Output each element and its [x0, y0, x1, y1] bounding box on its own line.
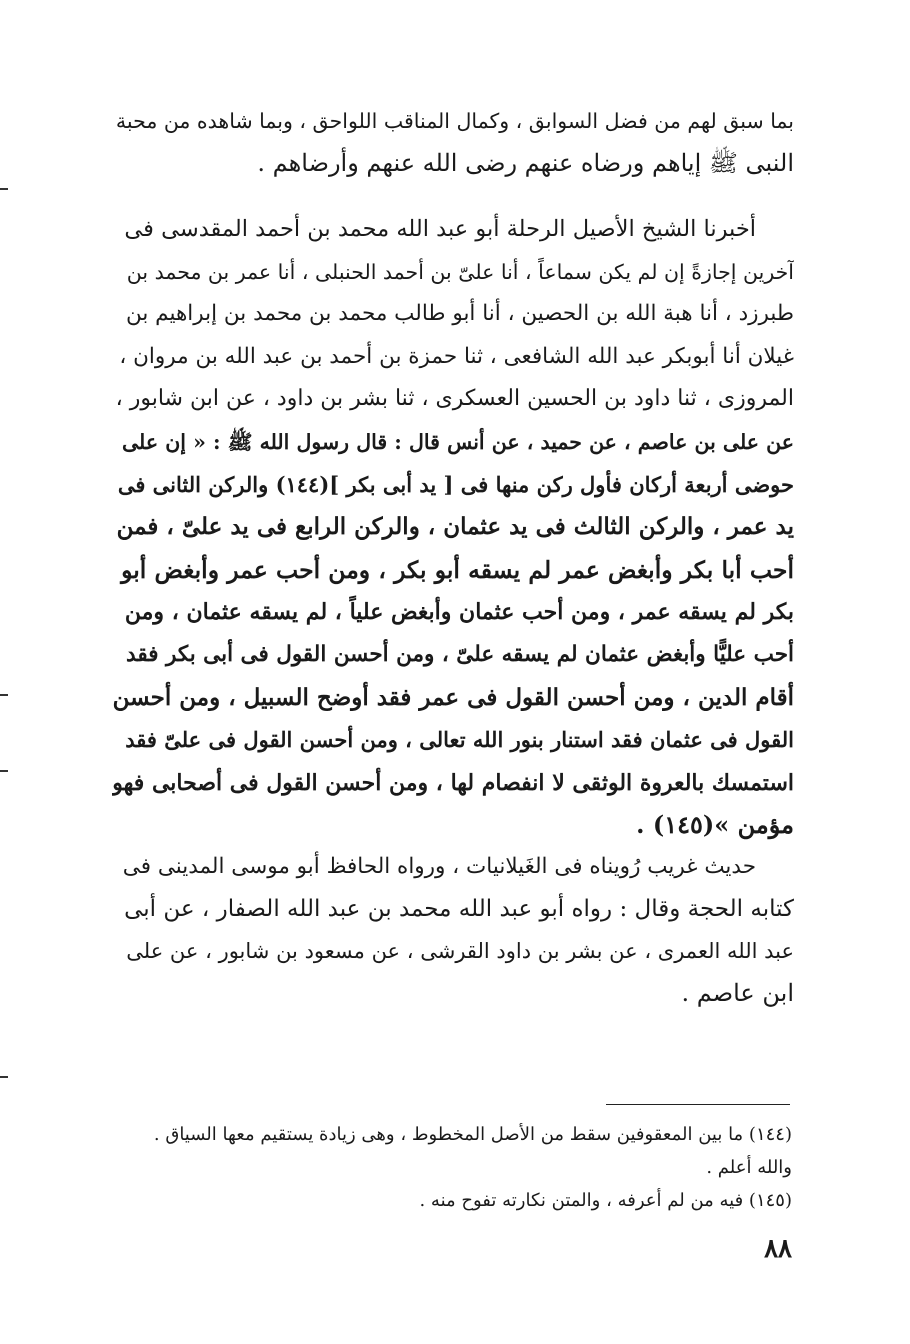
paragraph-3: [112, 846, 794, 1014]
text-line: ابن عاصم .: [681, 979, 794, 1007]
hadith-text: [112, 421, 794, 847]
text-line: أخبرنا الشيخ الأصيل الرحلة أبو عبد الله محمد بن أحمد المقدسى فى: [124, 216, 756, 242]
footnote-144-continued: والله أعلم .: [706, 1157, 792, 1178]
text-line: أقام الدين ، ومن أحسن القول فى عمر فقد أوضح السبيل ، ومن أحسن: [112, 683, 794, 711]
text-line: مؤمن »(١٤٥) .: [636, 810, 794, 840]
scan-edge-mark: [0, 188, 8, 190]
scan-edge-mark: [0, 770, 8, 772]
footnote-144: (١٤٤) ما بين المعقوفين سقط من الأصل المخطوط ، وهى زيادة يستقيم معها السياق .: [153, 1124, 792, 1145]
footnotes: [112, 1118, 792, 1217]
footnote-145: (١٤٥) فيه من لم أعرفه ، والمتن نكارته تفوح منه .: [419, 1190, 792, 1211]
text-line: أحب أبا بكر وأبغض عمر لم يسقه أبو بكر ، ومن أحب عمر وأبغض أبو: [121, 555, 794, 584]
text-line: كتابه الحجة وقال : رواه أبو عبد الله محمد بن عبد الله الصفار ، عن أبى: [124, 896, 794, 922]
text-line: عن على بن عاصم ، عن حميد ، عن أنس قال : قال رسول الله ﷺ : « إن على: [121, 429, 794, 454]
text-line: حديث غريب رُويناه فى الغَيلانيات ، ورواه الحافظ أبو موسى المدينى فى: [122, 854, 756, 879]
text-line: حوضى أربعة أركان فأول ركن منها فى [ يد أبى بكر ](١٤٤) والركن الثانى فى: [117, 471, 794, 497]
text-line: النبى ﷺ إياهم ورضاه عنهم رضى الله عنهم وأرضاهم .: [257, 149, 794, 177]
text-line: استمسك بالعروة الوثقى لا انفصام لها ، ومن أحسن القول فى أصحابى فهو: [112, 769, 794, 796]
scan-edge-mark: [0, 694, 8, 696]
text-line: المروزى ، ثنا داود بن الحسين العسكرى ، ثنا بشر بن داود ، عن ابن شابور ،: [115, 386, 794, 412]
paragraph-2-isnad-and-hadith: [112, 208, 794, 847]
text-line: بما سبق لهم من فضل السوابق ، وكمال المناقب اللواحق ، وبما شاهده من محبة: [115, 109, 794, 133]
scan-edge-mark: [0, 1076, 8, 1078]
text-line: آخرين إجازةً إن لم يكن سماعاً ، أنا علىّ بن أحمد الحنبلى ، أنا عمر بن محمد بن: [126, 259, 794, 284]
text-line: طبرزد ، أنا هبة الله بن الحصين ، أنا أبو طالب محمد بن محمد بن إبراهيم بن: [125, 301, 794, 327]
text-line: غيلان أنا أبوبكر عبد الله الشافعى ، ثنا حمزة بن أحمد بن عبد الله بن مروان ،: [119, 343, 794, 369]
footnote-divider: [606, 1104, 790, 1105]
text-line: بكر لم يسقه عمر ، ومن أحب عثمان وأبغض علياً ، لم يسقه عثمان ، ومن: [124, 599, 794, 626]
paragraph-1: [112, 100, 794, 184]
page-number: ٨٨: [764, 1234, 792, 1264]
text-line: عبد الله العمرى ، عن بشر بن داود القرشى ، عن مسعود بن شابور ، عن على: [126, 939, 794, 963]
text-line: يد عمر ، والركن الثالث فى يد عثمان ، والركن الرابع فى يد علىّ ، فمن: [116, 513, 794, 541]
text-line: القول فى عثمان فقد استنار بنور الله تعالى ، ومن أحسن القول فى علىّ فقد: [125, 727, 794, 753]
text-line: أحب عليًّا وأبغض عثمان لم يسقه علىّ ، ومن أحسن القول فى أبى بكر فقد: [126, 641, 794, 667]
